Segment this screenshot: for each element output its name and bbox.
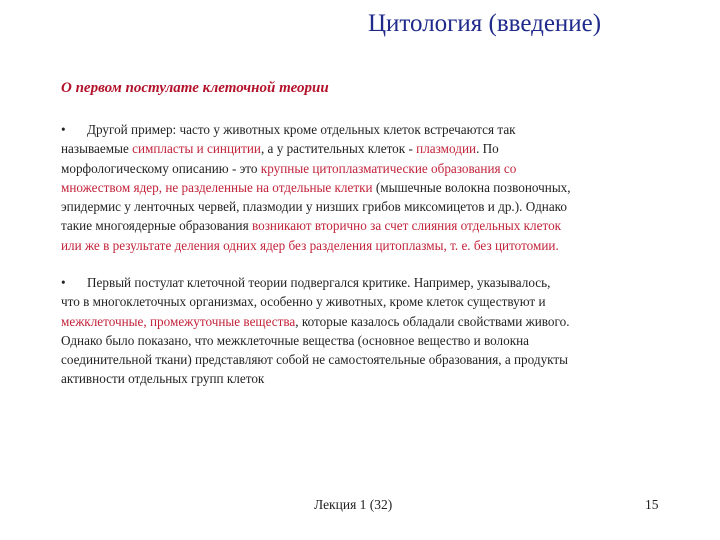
text-run: что в многоклеточных организмах, особенно у животных, кроме клеток существуют и [61, 294, 546, 310]
slide-title: Цитология (введение) [368, 10, 602, 37]
text-line [61, 273, 697, 292]
highlighted-text: плазмодии [416, 141, 477, 157]
text-run: соединительной ткани) представляют собой не самостоятельные образования, а продукты [61, 352, 569, 368]
text-line [61, 159, 697, 178]
text-line [61, 331, 697, 350]
text-run: . По [476, 141, 499, 157]
bullet-marker: • [61, 275, 66, 290]
text-line [61, 178, 697, 197]
bullet-marker: • [61, 122, 66, 137]
highlighted-text: межклеточные, промежуточные вещества [61, 313, 296, 329]
text-run: называемые [61, 141, 133, 157]
text-line [61, 369, 697, 388]
text-line [61, 216, 697, 235]
paragraph-2 [61, 273, 697, 389]
text-line [61, 236, 697, 255]
text-line [61, 350, 697, 369]
text-run: Другой пример: часто у животных кроме отдельных клеток встречаются так [87, 122, 516, 137]
paragraph-1 [61, 120, 697, 255]
text-run: морфологическому описанию - это [61, 160, 261, 176]
page-number: 15 [645, 497, 659, 512]
text-line [61, 292, 697, 311]
highlighted-text: крупные цитоплазматические образования со [260, 160, 517, 176]
text-line [61, 197, 697, 216]
footer-lecture-label: Лекция 1 (32) [314, 497, 393, 512]
highlighted-text: или же в результате деления одних ядер без разделения цитоплазмы, т. е. без цитотомии. [61, 237, 559, 253]
text-line [61, 312, 697, 331]
highlighted-text: множеством ядер, не разделенные на отдельные клетки [61, 179, 373, 195]
text-run: (мышечные волокна позвоночных, [372, 179, 571, 195]
text-run: , которые казалось обладали свойствами живого. [295, 313, 570, 329]
text-run: Однако было показано, что межклеточные вещества (основное вещество и волокна [61, 332, 530, 348]
text-run: , а у растительных клеток - [260, 141, 417, 157]
text-run: Первый постулат клеточной теории подвергался критике. Например, указывалось, [87, 275, 551, 290]
text-run: активности отдельных групп клеток [61, 371, 265, 387]
highlighted-text: возникают вторично за счет слияния отдельных клеток [251, 218, 562, 234]
text-line [61, 120, 697, 139]
text-line [61, 139, 697, 158]
text-run: такие многоядерные образования [61, 218, 252, 234]
text-run: эпидермис у ленточных червей, плазмодии у низших грибов миксомицетов и др.). Однако [61, 199, 568, 215]
highlighted-text: симпласты и синцитии [132, 141, 261, 157]
slide-subtitle: О первом постулате клеточной теории [61, 80, 329, 96]
